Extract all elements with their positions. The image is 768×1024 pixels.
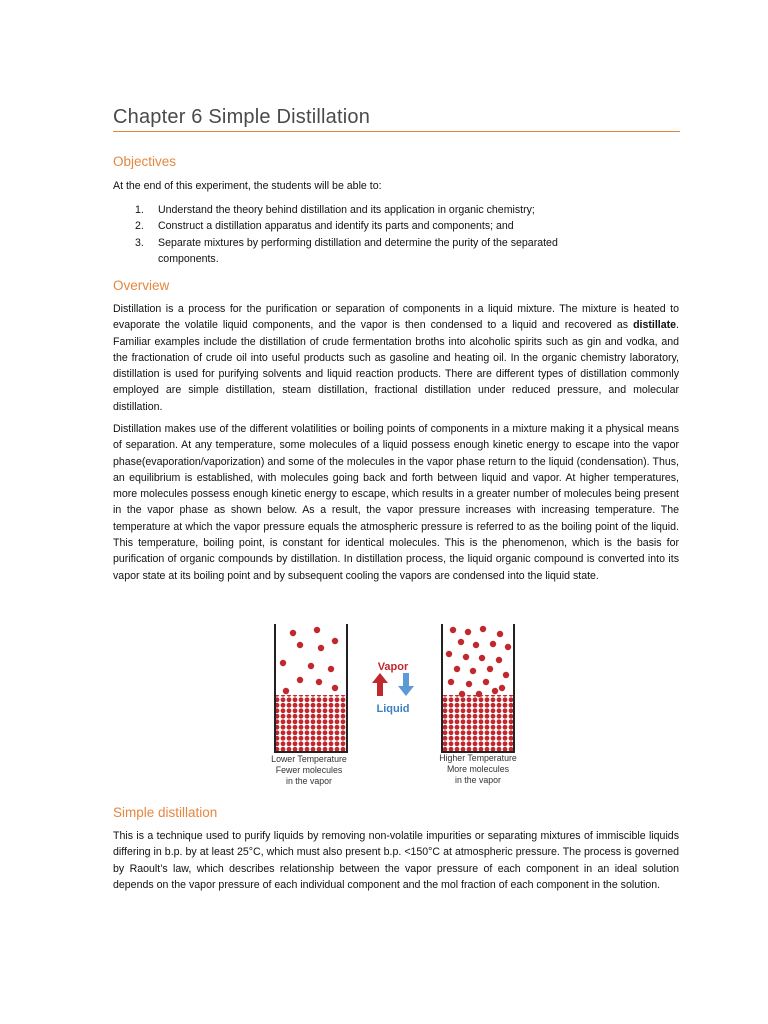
down-arrow-icon (398, 673, 414, 696)
right-vapor-molecules (446, 626, 511, 697)
vapor-molecule (505, 644, 511, 650)
vapor-molecule (480, 626, 486, 632)
vapor-molecule (497, 631, 503, 637)
list-item-text: Separate mixtures by performing distillation and determine the purity of the separated components. (158, 236, 558, 265)
list-item-number: 3. (135, 236, 144, 249)
vapor-molecule (332, 685, 338, 691)
vapor-molecule (290, 630, 296, 636)
left-beaker (275, 624, 347, 752)
vapor-molecule (332, 638, 338, 644)
vapor-molecule (316, 679, 322, 685)
objectives-heading: Objectives (113, 154, 177, 169)
left-vapor-molecules (280, 627, 338, 694)
vapor-molecule (459, 691, 465, 697)
up-arrow-icon (372, 673, 388, 696)
left-liquid (275, 695, 347, 752)
overview-heading: Overview (113, 278, 170, 293)
objectives-intro: At the end of this experiment, the students will be able to: (113, 180, 382, 192)
vapor-molecule (314, 627, 320, 633)
vapor-molecule (466, 681, 472, 687)
objectives-list (113, 202, 679, 267)
vapor-molecule (470, 668, 476, 674)
vapor-molecule (479, 655, 485, 661)
vapor-molecule (473, 642, 479, 648)
title-divider (113, 131, 680, 132)
vapor-molecule (476, 691, 482, 697)
simple-distillation-paragraph: This is a technique used to purify liquids by removing non-volatile impurities or separating mixtures of immiscible liquids differing in b.p. by at least 25°C, which must also present b.p. <150°C at atmospheric pressure. The process is governed by Raoult’s law, which describes relationship between the vapor pressure of each component in an ideal solution depends on the vapor pressure of each individual component and the mol fraction of each component in the solution. (113, 830, 679, 891)
overview-paragraph-1 (113, 301, 679, 415)
vapor-molecule (446, 651, 452, 657)
vapor-molecule (297, 677, 303, 683)
vapor-molecule (490, 641, 496, 647)
list-item (113, 235, 679, 268)
vapor-molecule (503, 672, 509, 678)
overview-text: . Familiar examples include the distillation of crude fermentation broths into alcoholic spirits such as gin and vodka, and the fractionation of crude oil into useful products such as gasoline and heating oil. In the organic chemistry laboratory, distillation is used for purifying solvents and liquid reaction products. There are different types of distillation commonly employed are simple distillation, steam distillation, fractional distillation under reduced pressure, and molecular distillation. (113, 319, 679, 413)
vapor-molecule (499, 685, 505, 691)
left-caption-line-2: Fewer molecules (275, 765, 343, 775)
right-caption-line-2: More molecules (446, 764, 510, 774)
list-item-text: Understand the theory behind distillation and its application in organic chemistry; (158, 204, 535, 216)
list-item-number: 2. (135, 220, 144, 233)
vapor-molecule (280, 660, 286, 666)
list-item-text: Construct a distillation apparatus and identify its parts and components; and (158, 220, 514, 233)
list-item-number: 1. (135, 204, 144, 216)
vapor-molecule (308, 663, 314, 669)
distillate-term: distillate (633, 319, 677, 332)
vapor-molecule (458, 639, 464, 645)
right-caption-line-1: Higher Temperature (439, 753, 517, 763)
vapor-molecule (463, 654, 469, 660)
list-item (113, 202, 679, 218)
right-beaker (442, 624, 514, 752)
vapor-molecule (487, 666, 493, 672)
vapor-molecule (283, 688, 289, 694)
right-liquid (442, 695, 514, 752)
liquid-label: Liquid (376, 703, 410, 715)
overview-paragraph-2: Distillation makes use of the different volatilities or boiling points of components in a mixture making it a physical means of separation. At any temperature, some molecules of a liquid possess enough kinetic energy to escape into the vapor phase(evaporation/vaporization) and some of the molecules in the vapor phase return to the liquid (condensation). Thus, an equilibrium is established, with molecules going back and forth between liquid and vapor. At higher temperatures, more molecules possess enough kinetic energy to escape, which results in a greater number of molecules being present in the vapor phase as shown below. As a result, the vapor pressure increases with increasing temperature. The temperature at which the vapor pressure equals the atmospheric pressure is referred to as the boiling point of the liquid. This temperature, boiling point, is constant for identical molecules. This is the phenomenon, which is the basis for purification of organic compounds by distillation. In distillation process, the liquid organic compound is converted into its vapor state at its boiling point and by subsequent cooling the vapors are condensed into the liquid state. (113, 423, 679, 582)
vapor-molecule (328, 666, 334, 672)
vapor-molecule (496, 657, 502, 663)
vapor-molecule (492, 688, 498, 694)
vapor-molecule (318, 645, 324, 651)
vapor-label: Vapor (377, 661, 409, 673)
vapor-molecule (450, 627, 456, 633)
vapor-molecule (465, 629, 471, 635)
simple-distillation-heading: Simple distillation (113, 805, 218, 820)
vapor-molecule (297, 642, 303, 648)
left-caption-line-3: in the vapor (286, 776, 332, 786)
right-caption-line-3: in the vapor (455, 775, 501, 785)
vapor-pressure-figure (250, 620, 540, 792)
list-item (113, 218, 679, 234)
left-caption-line-1: Lower Temperature (271, 754, 347, 764)
vapor-molecule (483, 679, 489, 685)
vapor-molecule (454, 666, 460, 672)
chapter-title: Chapter 6 Simple Distillation (113, 106, 371, 128)
overview-text: Distillation is a process for the purification or separation of components in a liquid mixture. The mixture is heated to evaporate the volatile liquid components, and the vapor is then condensed to a liquid and recovered as (113, 303, 679, 332)
vapor-molecule (448, 679, 454, 685)
